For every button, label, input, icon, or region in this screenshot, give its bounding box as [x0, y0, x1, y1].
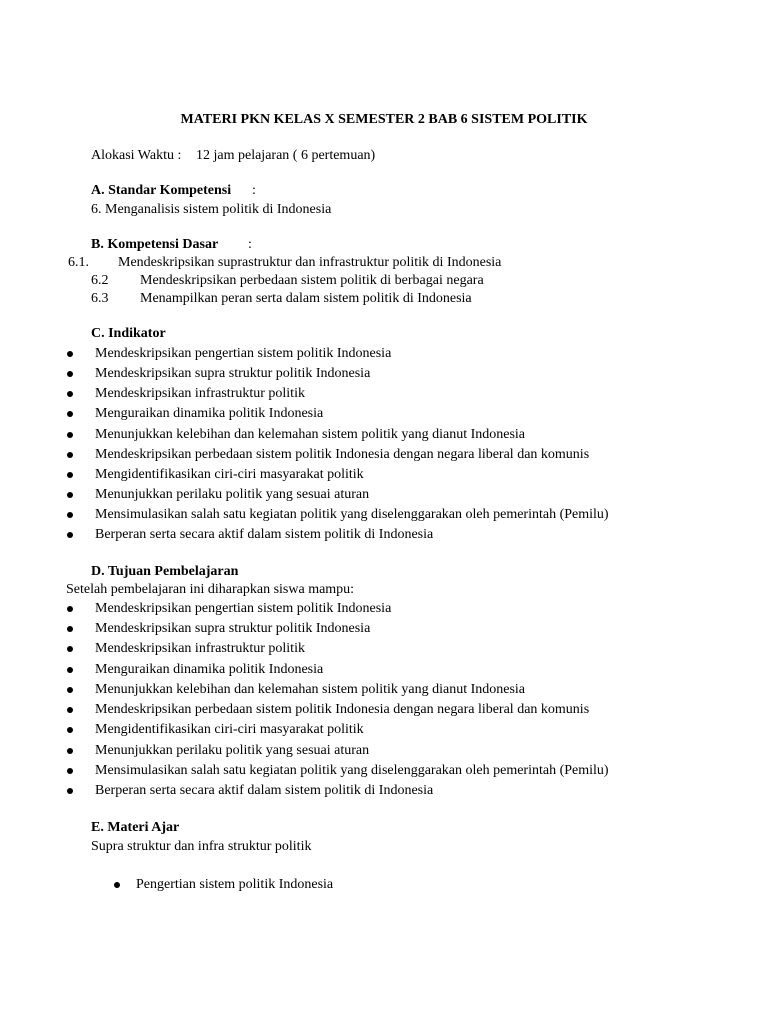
bullet-icon: [67, 626, 73, 632]
bullet-icon: [67, 768, 73, 774]
section-e-text: Supra struktur dan infra struktur politik: [91, 839, 312, 854]
list-item: Pengertian sistem politik Indonesia: [136, 877, 334, 892]
bullet-icon: [67, 748, 73, 754]
list-item: Mendeskripsikan pengertian sistem politik Indonesia: [95, 601, 392, 616]
list-item: Mensimulasikan salah satu kegiatan politik yang diselenggarakan oleh pemerintah (Pemilu): [95, 507, 609, 522]
kd-number: 6.2: [91, 273, 109, 288]
list-item: Menunjukkan perilaku politik yang sesuai aturan: [95, 743, 370, 758]
list-item: Menguraikan dinamika politik Indonesia: [95, 406, 324, 421]
section-d-heading: D. Tujuan Pembelajaran: [91, 564, 239, 579]
section-a-text: 6. Menganalisis sistem politik di Indonesia: [91, 202, 332, 217]
bullet-icon: [67, 646, 73, 652]
bullet-icon: [67, 606, 73, 612]
kd-text: Mendeskripsikan suprastruktur dan infrastruktur politik di Indonesia: [118, 255, 502, 270]
section-c-heading: C. Indikator: [91, 326, 166, 341]
bullet-icon: [67, 351, 73, 357]
bullet-icon: [67, 667, 73, 673]
list-item: Mendeskripsikan supra struktur politik Indonesia: [95, 621, 371, 636]
bullet-icon: [67, 472, 73, 478]
list-item: Mengidentifikasikan ciri-ciri masyarakat politik: [95, 722, 364, 737]
bullet-icon: [67, 452, 73, 458]
bullet-icon: [67, 492, 73, 498]
kd-number: 6.1.: [68, 255, 89, 270]
bullet-icon: [114, 882, 120, 888]
bullet-icon: [67, 512, 73, 518]
section-a-heading: A. Standar Kompetensi: [91, 183, 232, 198]
list-item: Menunjukkan perilaku politik yang sesuai aturan: [95, 487, 370, 502]
bullet-icon: [67, 707, 73, 713]
section-b-heading: B. Kompetensi Dasar: [91, 237, 219, 252]
section-e-heading: E. Materi Ajar: [91, 820, 180, 835]
page-title: MATERI PKN KELAS X SEMESTER 2 BAB 6 SISTEM POLITIK: [180, 112, 588, 127]
list-item: Berperan serta secara aktif dalam sistem politik di Indonesia: [95, 783, 434, 798]
section-d-intro: Setelah pembelajaran ini diharapkan siswa mampu:: [66, 582, 355, 597]
bullet-icon: [67, 371, 73, 377]
bullet-icon: [67, 432, 73, 438]
list-item: Mendeskripsikan perbedaan sistem politik Indonesia dengan negara liberal dan komunis: [95, 447, 590, 462]
list-item: Mendeskripsikan perbedaan sistem politik Indonesia dengan negara liberal dan komunis: [95, 702, 590, 717]
list-item: Menunjukkan kelebihan dan kelemahan sistem politik yang dianut Indonesia: [95, 682, 526, 697]
section-b-colon: :: [248, 237, 252, 252]
bullet-icon: [67, 727, 73, 733]
list-item: Menguraikan dinamika politik Indonesia: [95, 662, 324, 677]
bullet-icon: [67, 391, 73, 397]
list-item: Mendeskripsikan pengertian sistem politik Indonesia: [95, 346, 392, 361]
list-item: Mendeskripsikan supra struktur politik Indonesia: [95, 366, 371, 381]
bullet-icon: [67, 788, 73, 794]
list-item: Mendeskripsikan infrastruktur politik: [95, 641, 305, 656]
bullet-icon: [67, 687, 73, 693]
alokasi-value: 12 jam pelajaran ( 6 pertemuan): [196, 148, 376, 163]
bullet-icon: [67, 532, 73, 538]
list-item: Mengidentifikasikan ciri-ciri masyarakat politik: [95, 467, 364, 482]
bullet-icon: [67, 411, 73, 417]
list-item: Mensimulasikan salah satu kegiatan politik yang diselenggarakan oleh pemerintah (Pemilu): [95, 763, 609, 778]
kd-text: Menampilkan peran serta dalam sistem politik di Indonesia: [140, 291, 472, 306]
kd-number: 6.3: [91, 291, 109, 306]
kd-text: Mendeskripsikan perbedaan sistem politik di berbagai negara: [140, 273, 484, 288]
list-item: Mendeskripsikan infrastruktur politik: [95, 386, 305, 401]
alokasi-label: Alokasi Waktu :: [91, 148, 182, 163]
list-item: Berperan serta secara aktif dalam sistem politik di Indonesia: [95, 527, 434, 542]
section-a-colon: :: [252, 183, 256, 198]
list-item: Menunjukkan kelebihan dan kelemahan sistem politik yang dianut Indonesia: [95, 427, 526, 442]
